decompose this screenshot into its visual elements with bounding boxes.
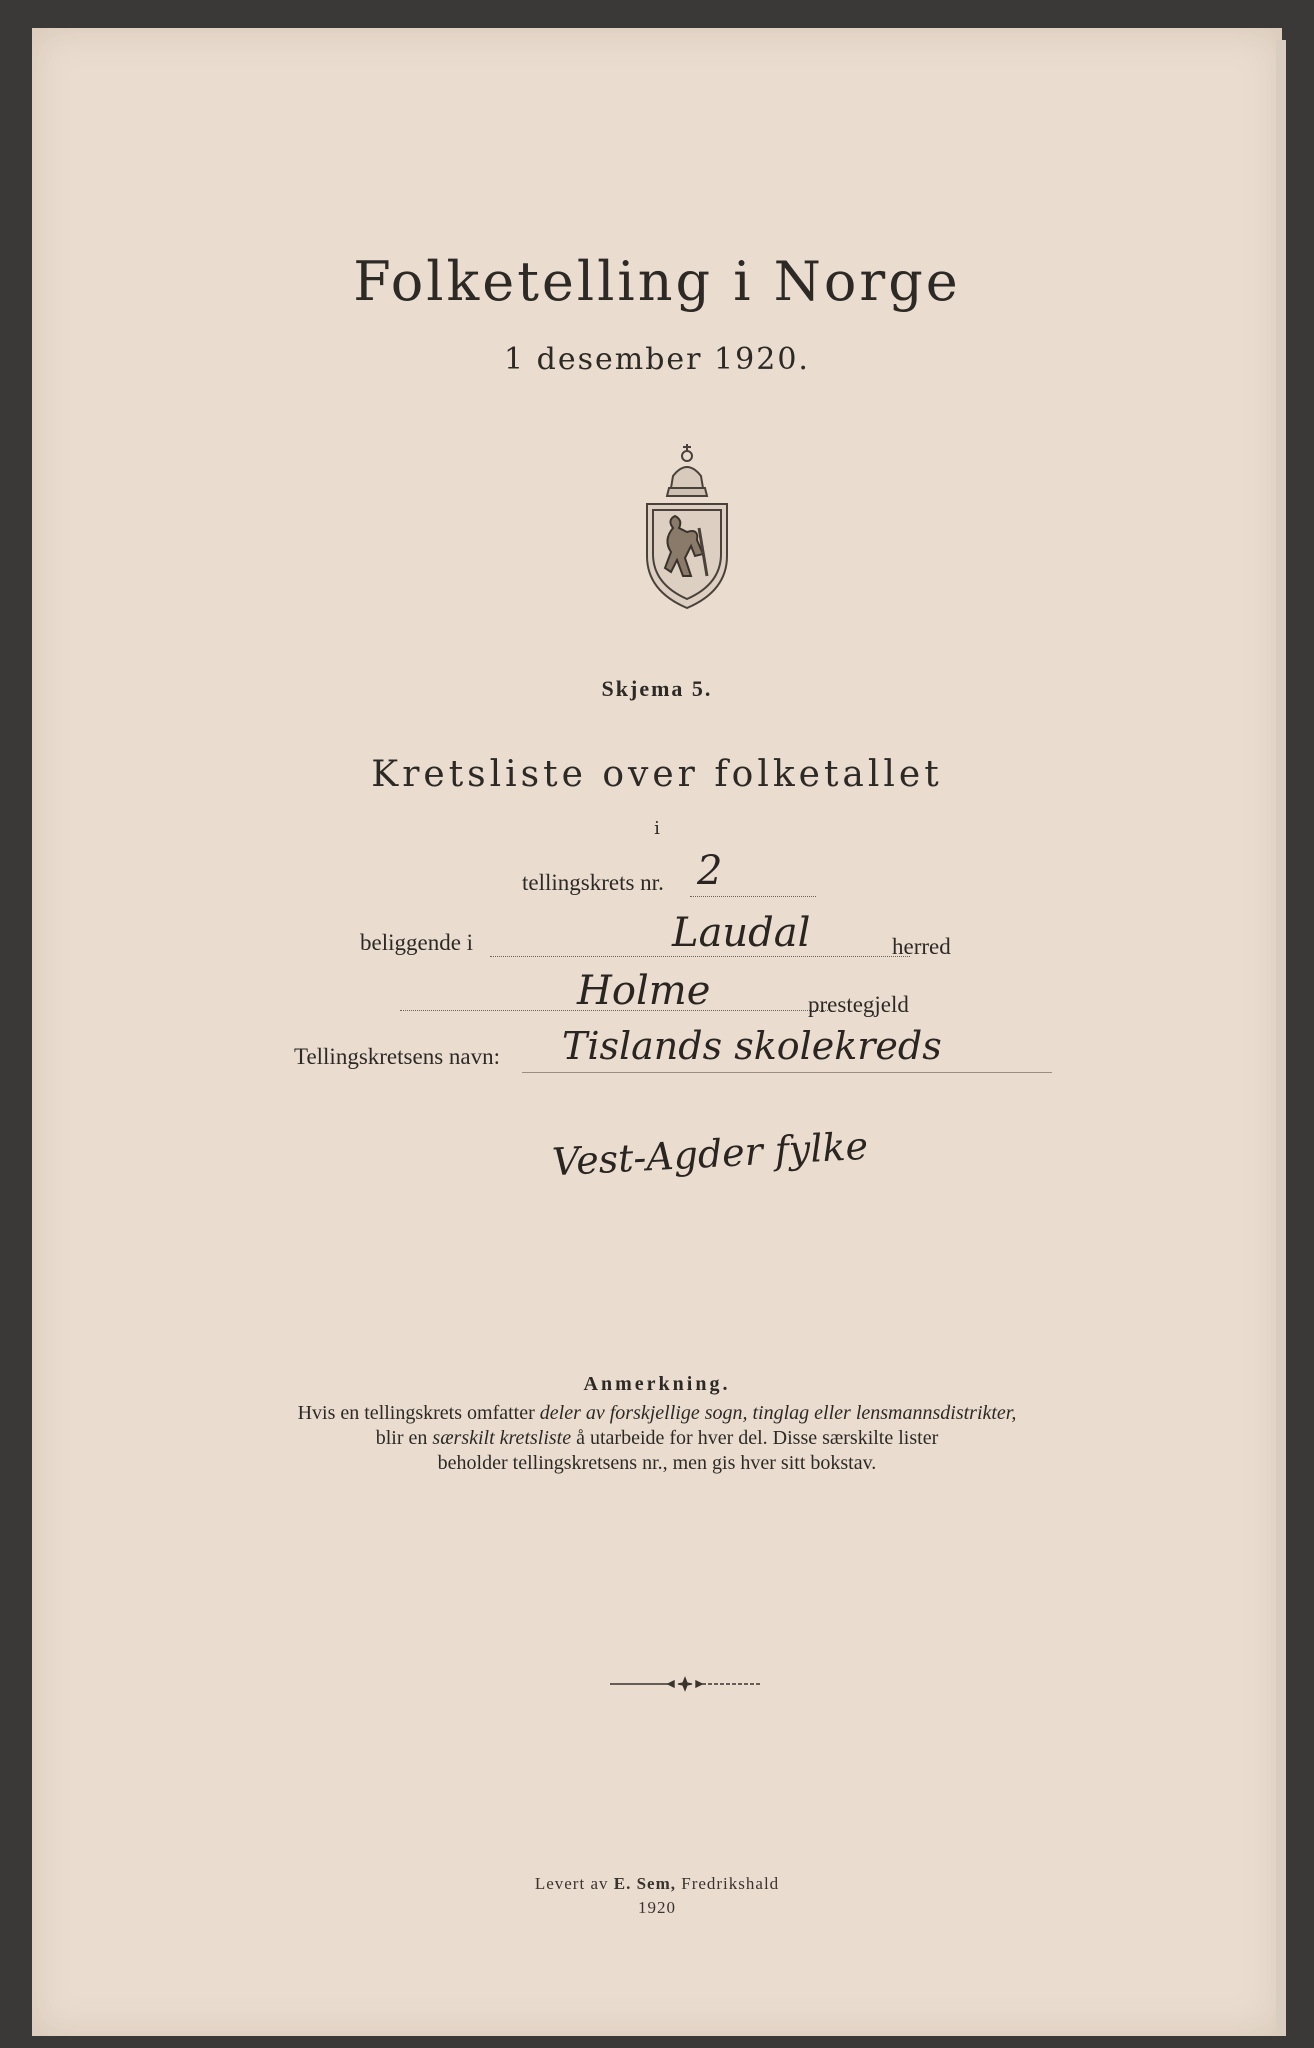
prestegjeld-value: Holme xyxy=(577,968,711,1014)
document-page xyxy=(32,28,1282,2036)
herred-dotted-line xyxy=(490,956,910,957)
herred-value: Laudal xyxy=(672,910,811,956)
note-line-2-plain: blir en xyxy=(375,1427,433,1449)
krets-value: 2 xyxy=(697,848,723,894)
note-line-3: beholder tellingskretsens nr., men gis hver sitt bokstav. xyxy=(437,1452,877,1474)
document-title: Folketelling i Norge xyxy=(353,250,961,313)
printer-credit xyxy=(32,1874,1282,1894)
herred-prefix: beliggende i xyxy=(360,930,474,955)
ornament-divider-icon xyxy=(610,1676,760,1692)
navn-line xyxy=(522,1072,1052,1073)
navn-value: Tislands skolekreds xyxy=(562,1024,942,1068)
coat-of-arms-icon xyxy=(637,436,737,611)
krets-label: tellingskrets nr. xyxy=(522,870,664,895)
krets-dotted-line xyxy=(690,896,816,897)
document-date: 1 desember 1920. xyxy=(504,342,810,377)
page-edge xyxy=(1276,40,1286,2036)
schema-number: Skjema 5. xyxy=(601,676,713,701)
connector-word: i xyxy=(654,818,660,839)
printer-name: E. Sem, xyxy=(613,1874,676,1893)
navn-label: Tellingskretsens navn: xyxy=(294,1044,500,1069)
note-line-1-plain: Hvis en tellingskrets omfatter xyxy=(297,1402,540,1424)
herred-suffix: herred xyxy=(892,934,951,959)
printer-prefix: Levert av xyxy=(534,1874,614,1893)
document-subtitle: Kretsliste over folketallet xyxy=(371,754,943,795)
note-heading: Anmerkning. xyxy=(583,1373,731,1395)
fylke-value: Vest-Agder fylke xyxy=(551,1123,870,1185)
printer-year: 1920 xyxy=(638,1898,676,1917)
note-line-2 xyxy=(32,1427,1282,1450)
prestegjeld-suffix: prestegjeld xyxy=(808,992,909,1017)
note-line-2-rest: å utarbeide for hver del. Disse særskilte lister xyxy=(571,1427,939,1449)
note-line-1-italic: deler av forskjellige sogn, tinglag eller lensmannsdistrikter, xyxy=(539,1402,1017,1424)
printer-place: Fredrikshald xyxy=(675,1874,780,1893)
note-line-1 xyxy=(32,1402,1282,1425)
note-line-2-italic: særskilt kretsliste xyxy=(432,1427,572,1449)
